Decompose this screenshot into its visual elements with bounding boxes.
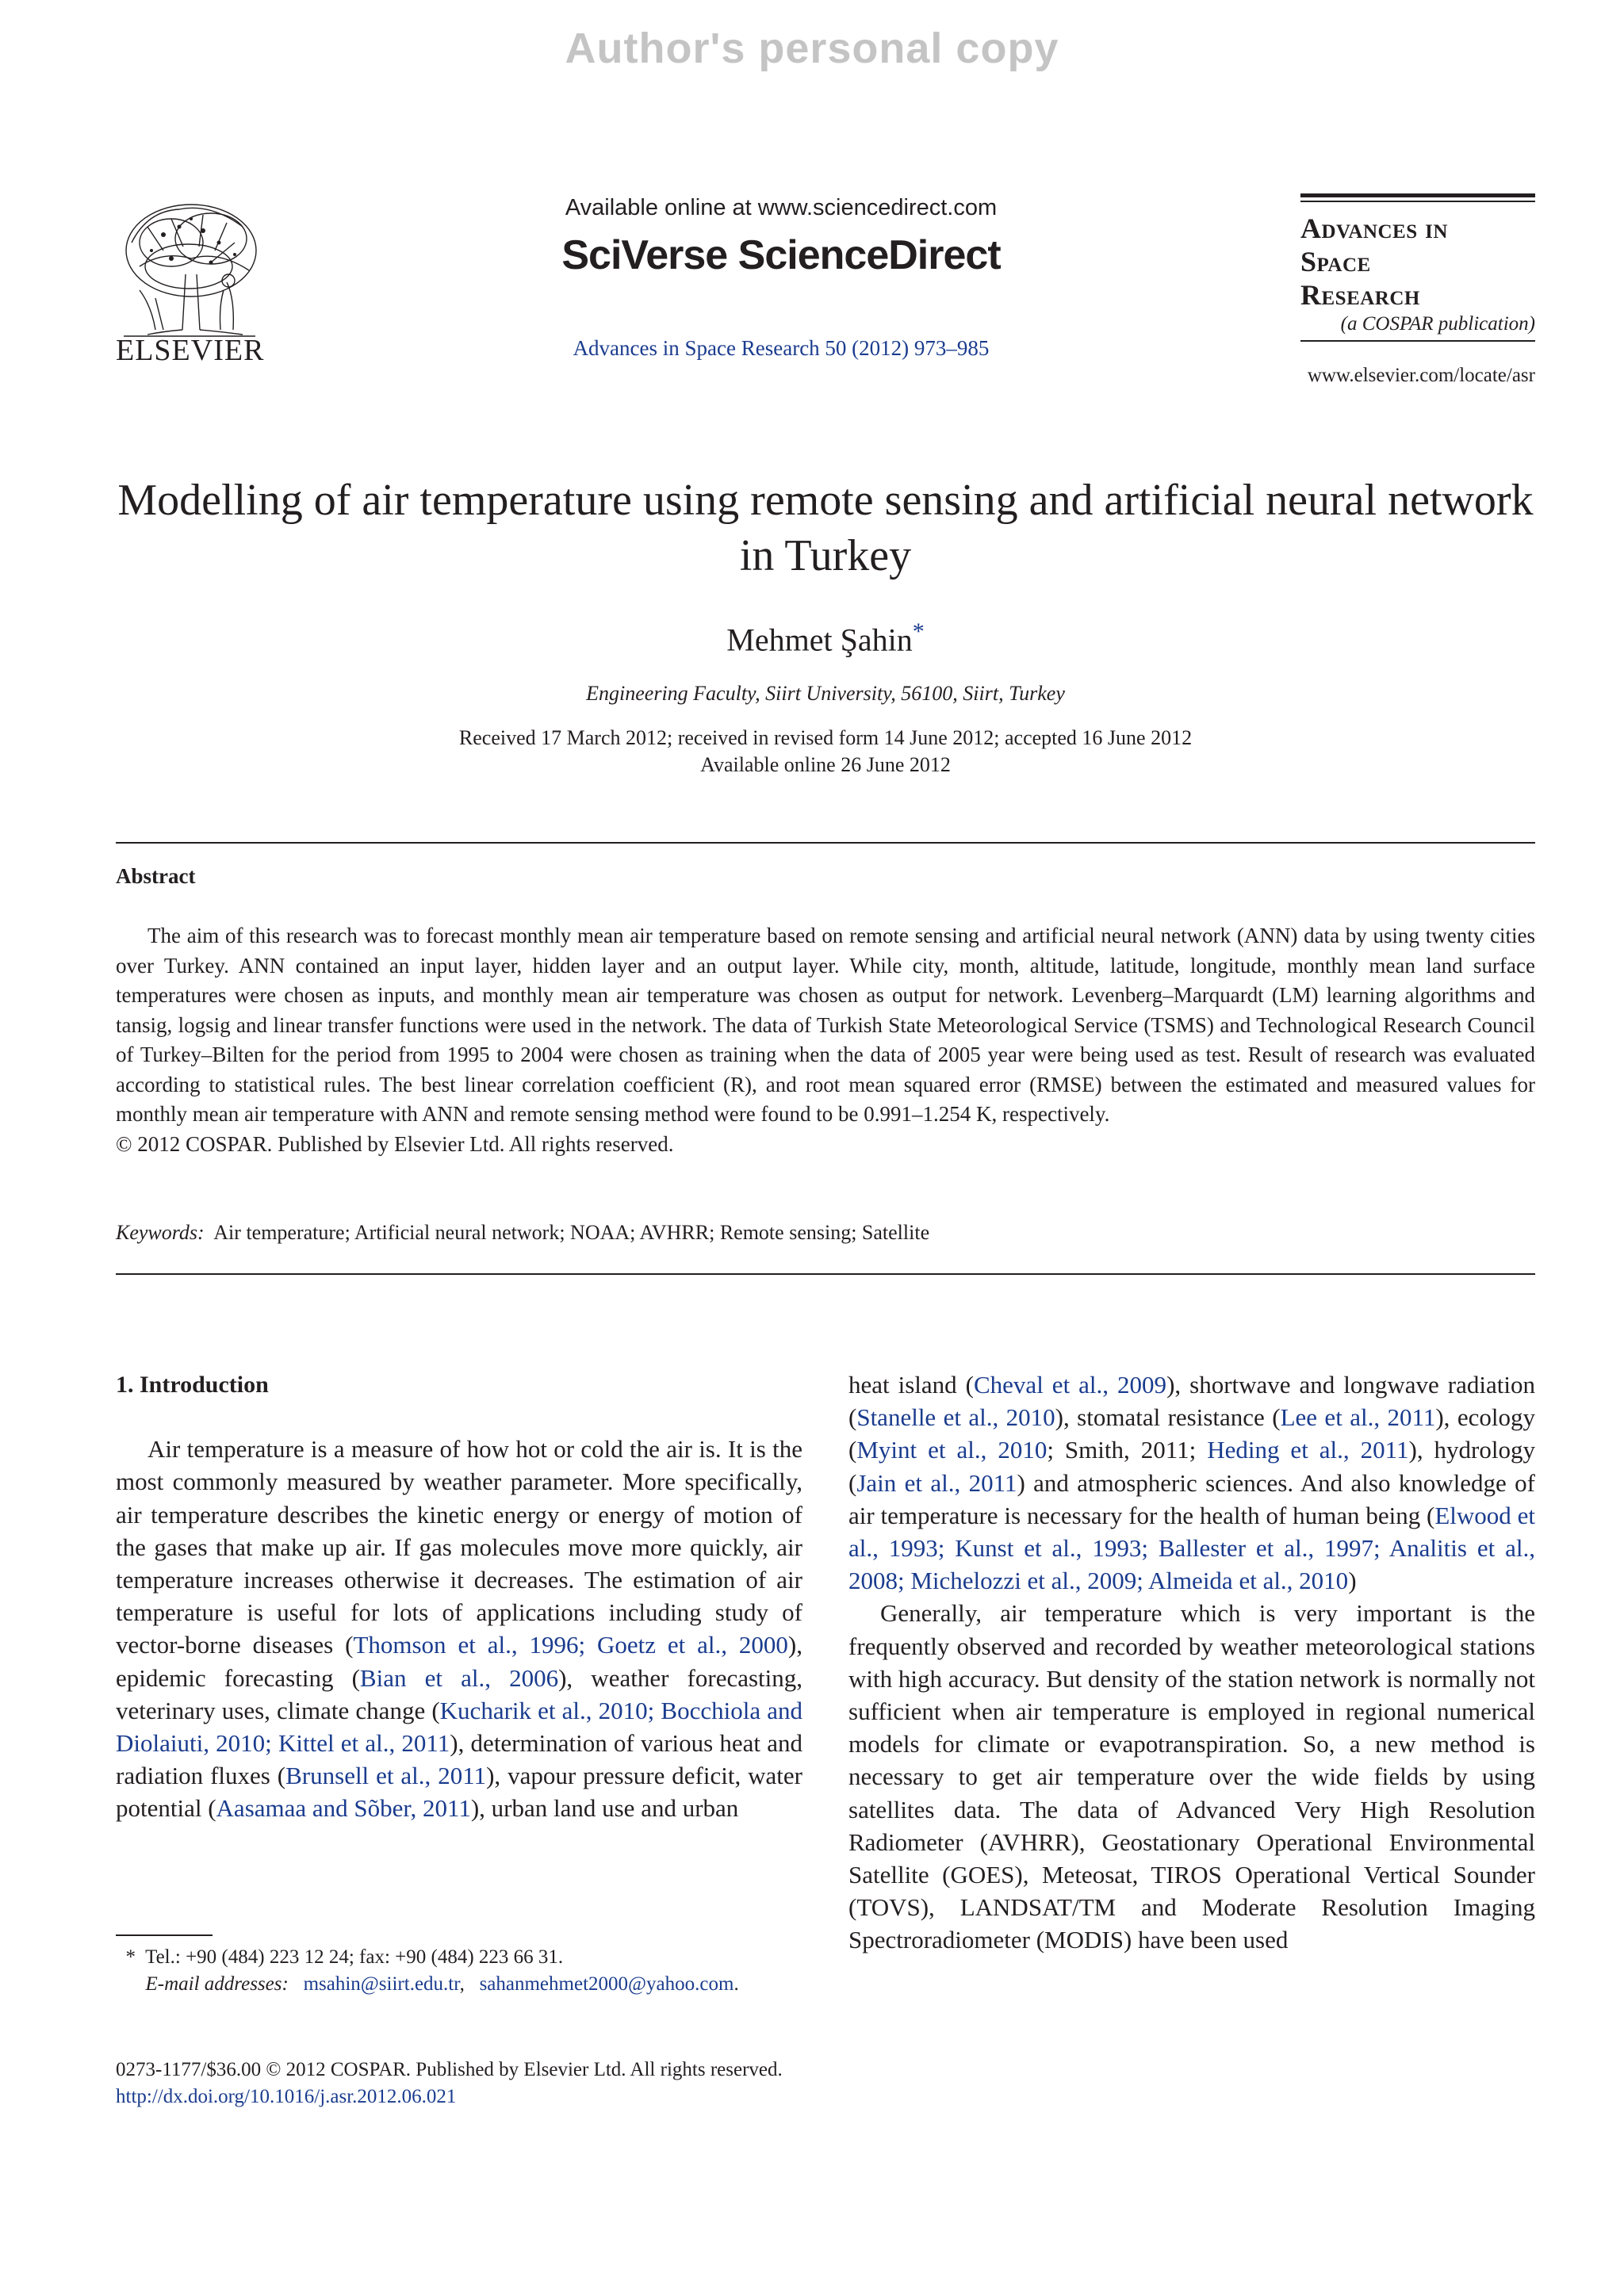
intro-text: ; Smith, 2011;	[1047, 1436, 1208, 1464]
left-column	[116, 1368, 802, 1825]
divider-bottom	[116, 1273, 1535, 1275]
journal-rule-top-thin	[1300, 201, 1535, 202]
intro-text: ), stomatal resistance (	[1055, 1403, 1281, 1432]
citation-link[interactable]: Kucharik et al., 2010; Bocchiola and Diolaiuti, 2010; Kittel et al., 2011	[116, 1696, 802, 1758]
journal-name-line2: Space	[1300, 246, 1371, 277]
journal-url[interactable]: www.elsevier.com/locate/asr	[1307, 365, 1535, 386]
abstract-copyright: © 2012 COSPAR. Published by Elsevier Ltd. All rights reserved.	[116, 1131, 674, 1156]
journal-rule-bottom	[1300, 340, 1535, 342]
citation-link[interactable]: Stanelle et al., 2010	[856, 1403, 1055, 1432]
journal-logo-box	[1300, 193, 1535, 342]
intro-text: ), weather forecasting, veterinary uses, climate change (	[116, 1663, 803, 1724]
journal-citation-link[interactable]: Advances in Space Research 50 (2012) 973–985	[573, 336, 990, 360]
email-label: E-mail addresses:	[145, 1973, 289, 1995]
page-footer	[116, 2057, 1535, 2110]
received-dates: Received 17 March 2012; received in revised form 14 June 2012; accepted 16 June 2012	[458, 726, 1193, 749]
intro-text: ), hydrology (	[848, 1436, 1535, 1497]
keywords-list: Air temperature; Artificial neural network; NOAA; AVHRR; Remote sensing; Satellite	[213, 1221, 930, 1244]
citation-link[interactable]: Bian et al., 2006	[359, 1663, 559, 1692]
intro-text: ), urban land use and urban	[470, 1794, 739, 1823]
intro-text: ), epidemic forecasting (	[116, 1631, 802, 1692]
elsevier-tree-logo	[116, 195, 263, 339]
keywords-label: Keywords:	[116, 1221, 205, 1244]
abstract-text: The aim of this research was to forecast monthly mean air temperature based on remote sensing and artificial neural network (ANN) data by using twenty cities over Turkey. ANN contained an input layer, hidden layer and an output layer. While city, month, altitude, latitude, longitude, monthly mean land surface temperatures were chosen as inputs, and monthly mean air temperature was chosen as output for network. Levenberg–Marquardt (LM) learning algorithms and tansig, logsig and linear transfer functions were used in the network. The data of Turkish State Meteorological Service (TSMS) and Technological Research Council of Turkey–Bilten for the period from 1995 to 2004 were chosen as training when the data of 2005 year were being used as test. Result of research was evaluated according to statistical rules. The best linear correlation coefficient (R), and root mean squared error (RMSE) between the estimated and measured values for monthly mean air temperature with ANN and remote sensing method were found to be 0.991–1.254 K, respectively.	[116, 924, 1535, 1126]
citation-link[interactable]: Heding et al., 2011	[1207, 1436, 1409, 1464]
article-title: Modelling of air temperature using remote sensing and artificial neural network in Turkey	[117, 476, 1534, 580]
available-date: Available online 26 June 2012	[700, 753, 951, 776]
email-link-2[interactable]: sahanmehmet2000@yahoo.com	[479, 1973, 734, 1995]
intro-text: Air temperature is a measure of how hot or cold the air is. It is the most commonly measured by weather parameter. More specifically, air temperature describes the kinetic energy or energy of motion of the gases that make up air. If gas molecules move more quickly, air temperature increases otherwise it decreases. The estimation of air temperature is useful for lots of applications including study of vector-borne diseases (	[116, 1435, 802, 1659]
keywords	[116, 1221, 1535, 1245]
footnote-mark: *	[125, 1946, 136, 1968]
platform-logo: SciVerse ScienceDirect	[561, 232, 1001, 278]
author-line	[116, 618, 1535, 658]
intro-text: ), shortwave and longwave radiation (	[848, 1371, 1535, 1432]
intro-paragraph-1-cont	[848, 1368, 1535, 1597]
intro-paragraph-2: Generally, air temperature which is very important is the frequently observed and recorded by weather meteorological stations with high accuracy. But density of the station network is normally not sufficient when air temperature is employed in regional numerical models for climate or evapotranspiration. So, a new method is necessary to get air temperature over the wide fields by using satellites data. The data of Advanced Very High Resolution Radiometer (AVHRR), Geostationary Operational Environmental Satellite (GOES), Meteosat, TIROS Operational Vertical Sounder (TOVS), LANDSAT/TM and Moderate Resolution Imaging Spectroradiometer (MODIS) have been used	[848, 1599, 1535, 1954]
affiliation: Engineering Faculty, Siirt University, 56100, Siirt, Turkey	[586, 682, 1065, 705]
available-online-text: Available online at www.sciencedirect.com	[565, 195, 998, 220]
article-dates	[116, 725, 1535, 779]
doi-link[interactable]: http://dx.doi.org/10.1016/j.asr.2012.06.021	[116, 2086, 457, 2107]
footnote-tel: Tel.: +90 (484) 223 12 24; fax: +90 (484) 223 66 31.	[145, 1946, 564, 1968]
author-footnote-mark[interactable]: *	[912, 618, 925, 645]
intro-text: ), determination of various heat and radiation fluxes (	[116, 1729, 803, 1790]
footnote-end: .	[733, 1973, 739, 1995]
citation-link[interactable]: Aasamaa and Sõber, 2011	[216, 1794, 471, 1823]
abstract-heading: Abstract	[116, 864, 196, 888]
citation-link[interactable]: Thomson et al., 1996; Goetz et al., 2000	[353, 1631, 788, 1659]
email-link-1[interactable]: msahin@siirt.edu.tr	[303, 1973, 460, 1995]
abstract-body	[116, 921, 1535, 1159]
footnote-rule	[116, 1934, 213, 1936]
journal-name-line1: Advances in	[1300, 212, 1448, 244]
journal-rule-top	[1300, 193, 1535, 197]
intro-text: heat island (	[848, 1371, 974, 1399]
email-separator: ,	[459, 1973, 465, 1995]
citation-link[interactable]: Myint et al., 2010	[856, 1436, 1048, 1464]
publisher-logo-text: ELSEVIER	[116, 334, 265, 367]
intro-text: ), ecology (	[848, 1403, 1535, 1464]
citation-link[interactable]: Cheval et al., 2009	[974, 1371, 1167, 1399]
watermark: Author's personal copy	[565, 25, 1059, 72]
journal-name-line3: Research	[1300, 279, 1420, 311]
citation-link[interactable]: Brunsell et al., 2011	[285, 1762, 487, 1790]
intro-text: )	[1348, 1567, 1357, 1595]
intro-paragraph-1	[116, 1433, 802, 1824]
intro-text: ), vapour pressure deficit, water potential (	[116, 1762, 802, 1823]
citation-link[interactable]: Jain et al., 2011	[856, 1468, 1017, 1497]
issn-line: 0273-1177/$36.00 © 2012 COSPAR. Published by Elsevier Ltd. All rights reserved.	[116, 2059, 783, 2080]
citation-link[interactable]: Lee et al., 2011	[1280, 1403, 1436, 1432]
journal-name	[1300, 212, 1535, 312]
citation-link[interactable]: Elwood et al., 1993; Kunst et al., 1993; Ballester et al., 1997; Analitis et al., 2008; Michelozzi et al., 2009; Almeida et al., 2010	[848, 1501, 1535, 1595]
footnote	[116, 1944, 802, 1998]
divider-top	[116, 842, 1535, 844]
author-name: Mehmet Şahin	[726, 622, 913, 658]
intro-text: ) and atmospheric sciences. And also knowledge of air temperature is necessary for the health of human being (	[848, 1468, 1535, 1529]
right-column	[848, 1368, 1535, 1957]
section-heading-introduction: 1. Introduction	[116, 1372, 269, 1398]
journal-subtitle: (a COSPAR publication)	[1340, 313, 1535, 335]
